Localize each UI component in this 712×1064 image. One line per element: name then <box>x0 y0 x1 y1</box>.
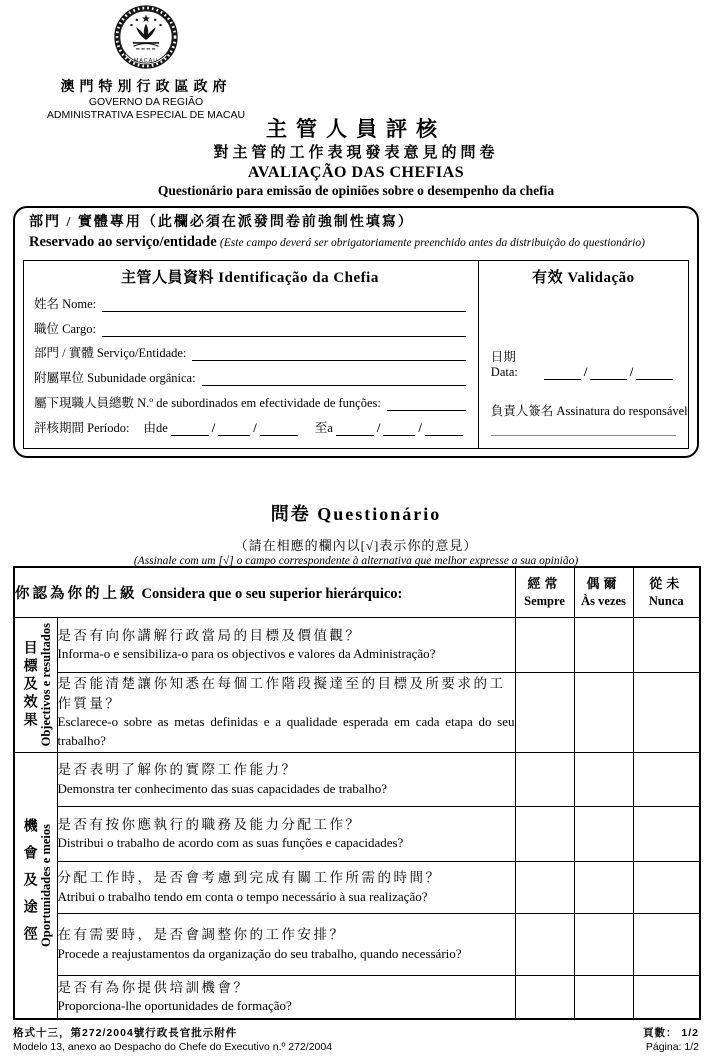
answer-cell[interactable] <box>574 617 633 672</box>
document-title <box>0 116 712 200</box>
question-pt: Esclarece-o sobre as metas definidas e a qualidade esperada em cada etapa do seu trabalho? <box>57 714 515 748</box>
answer-cell[interactable] <box>515 861 574 913</box>
table-header-statement <box>14 567 515 617</box>
answer-cell[interactable] <box>515 752 574 806</box>
validation-date-row <box>491 347 676 380</box>
subunit-input-line[interactable] <box>202 371 466 386</box>
reserved-header-pt <box>29 233 683 253</box>
position-field-row <box>34 319 466 337</box>
answer-cell[interactable] <box>633 861 700 913</box>
name-field-row <box>34 294 466 312</box>
name-input-line[interactable] <box>102 297 466 312</box>
position-input-line[interactable] <box>102 322 466 337</box>
column-header-as-vezes <box>574 567 633 617</box>
option-zh: 經常 <box>527 575 562 591</box>
svg-text:MACAU: MACAU <box>134 58 158 65</box>
option-pt: Nunca <box>648 593 684 608</box>
question-cell <box>57 617 515 672</box>
answer-cell[interactable] <box>515 913 574 975</box>
period-from-label: 由de <box>143 420 168 435</box>
option-zh: 偶爾 <box>586 575 621 591</box>
table-header-pt: Considera que o seu superior hierárquico: <box>141 585 403 602</box>
question-zh: 是否有為你提供培訓機會？ <box>57 979 250 995</box>
identification-section <box>24 261 478 448</box>
questionnaire-note-zh: （請在相應的欄內以[√]表示你的意見） <box>234 538 478 553</box>
gov-name-zh: 澳門特別行政區政府 <box>60 78 232 94</box>
column-header-sempre <box>515 567 574 617</box>
service-field-row <box>34 343 466 361</box>
service-input-line[interactable] <box>192 346 465 361</box>
answer-cell[interactable] <box>633 752 700 806</box>
answer-cell[interactable] <box>633 617 700 672</box>
questionnaire-table <box>13 566 701 1020</box>
footer-pages-pt: Página: 1/2 <box>645 1041 699 1054</box>
table-header-row <box>14 567 700 617</box>
gov-name-pt-line1: GOVERNO DA REGIÃO <box>88 96 204 108</box>
period-from-month-line[interactable] <box>218 423 250 436</box>
question-zh: 是否有按你應執行的職務及能力分配工作？ <box>57 816 362 832</box>
answer-cell[interactable] <box>574 975 633 1019</box>
question-cell <box>57 806 515 861</box>
gov-name-pt-line2: ADMINISTRATIVA ESPECIAL DE MACAU <box>46 109 246 122</box>
question-pt: Procede a reajustamentos da organização do seu trabalho, quando necessário? <box>57 945 462 961</box>
question-zh: 是否能清楚讓你知悉在每個工作階段擬達至的目標及所要求的工作質量？ <box>57 676 506 711</box>
group-label-opportunities <box>14 752 57 1019</box>
footer-pages-zh: 頁數： 1/2 <box>642 1027 699 1039</box>
question-pt: Informa-o e sensibiliza-o para os objectivos e valores da Administração? <box>57 646 436 662</box>
period-to-month-line[interactable] <box>383 423 415 436</box>
answer-cell[interactable] <box>574 672 633 752</box>
answer-cell[interactable] <box>574 861 633 913</box>
slash-separator: / <box>629 365 634 379</box>
answer-cell[interactable] <box>574 806 633 861</box>
question-row <box>14 672 700 752</box>
reserved-inner-table <box>23 260 689 449</box>
answer-cell[interactable] <box>515 617 574 672</box>
reserved-section-box <box>13 206 699 458</box>
subunit-field-row <box>34 368 466 386</box>
period-to-label: 至a <box>314 420 333 435</box>
answer-cell[interactable] <box>633 975 700 1019</box>
option-pt: Às vezes <box>581 593 626 608</box>
subordinates-field-row <box>34 393 466 411</box>
question-zh: 在有需要時，是否會調整你的工作安排？ <box>57 927 346 943</box>
column-header-nunca <box>633 567 700 617</box>
position-label: 職位 Cargo: <box>34 321 96 336</box>
date-month-line[interactable] <box>590 367 627 380</box>
answer-cell[interactable] <box>633 913 700 975</box>
slash-separator: / <box>253 420 257 435</box>
question-zh: 是否有向你講解行政當局的目標及價值觀？ <box>57 627 362 643</box>
period-from-day-line[interactable] <box>171 423 209 436</box>
title-zh-main: 主管人員評核 <box>266 117 446 141</box>
footer-model-reference <box>13 1026 332 1054</box>
question-pt: Proporciona-lhe oportunidades de formação? <box>57 998 292 1014</box>
question-cell <box>57 913 515 975</box>
title-zh-sub: 對主管的工作表現發表意見的問卷 <box>213 145 499 162</box>
question-cell <box>57 861 515 913</box>
slash-separator: / <box>376 420 381 435</box>
question-row <box>14 913 700 975</box>
footer-page-number <box>643 1026 699 1054</box>
title-pt-main: AVALIAÇÃO DAS CHEFIAS <box>247 164 465 181</box>
signature-label: 負責人簽名 Assinatura do responsável <box>490 404 688 418</box>
date-year-line[interactable] <box>636 367 673 380</box>
validation-section <box>478 261 688 448</box>
slash-separator: / <box>211 420 216 435</box>
question-pt: Atribui o trabalho tendo em conta o tempo necessário à sua realização? <box>57 888 428 904</box>
question-pt: Distribui o trabalho de acordo com as suas funções e capacidades? <box>57 835 404 851</box>
subordinates-input-line[interactable] <box>387 396 466 411</box>
answer-cell[interactable] <box>515 806 574 861</box>
answer-cell[interactable] <box>515 672 574 752</box>
question-row <box>14 806 700 861</box>
subunit-label: 附屬單位 Subunidade orgânica: <box>34 371 196 386</box>
table-header-zh: 你認為你的上級 <box>15 585 138 602</box>
question-zh: 是否表明了解你的實際工作能力？ <box>57 762 298 778</box>
group-label-zh: 機會及途徑 <box>21 817 37 953</box>
group-label-zh: 目標及效果 <box>21 639 37 730</box>
period-from-year-line[interactable] <box>260 423 298 436</box>
slash-separator: / <box>583 365 588 379</box>
name-label: 姓名 Nome: <box>34 296 97 311</box>
answer-cell[interactable] <box>515 975 574 1019</box>
option-pt: Sempre <box>524 593 565 608</box>
question-row <box>14 752 700 806</box>
question-zh: 分配工作時，是否會考慮到完成有關工作所需的時間？ <box>57 870 442 886</box>
answer-cell[interactable] <box>633 806 700 861</box>
questionnaire-heading <box>0 500 712 567</box>
reserved-header-zh: 部門 / 實體專用（此欄必須在派發問卷前強制性填寫） <box>29 215 414 230</box>
date-day-line[interactable] <box>544 367 581 380</box>
question-cell <box>57 975 515 1019</box>
question-cell <box>57 752 515 806</box>
group-label-pt: Oportunidades e meios <box>38 823 53 947</box>
answer-cell[interactable] <box>633 672 700 752</box>
reserved-header-pt-italic: (Este campo deverá ser obrigatoriamente preenchido antes da distribuição do questionário) <box>219 236 645 249</box>
signature-line[interactable] <box>491 435 676 436</box>
question-row <box>14 617 700 672</box>
questionnaire-note-pt: (Assinale com um [√] o campo correspondente à alternativa que melhor expresse a sua opinião) <box>133 555 579 567</box>
option-zh: 從未 <box>649 575 684 591</box>
reserved-header <box>15 208 697 252</box>
subordinates-label: 屬下現職人員總數 N.º de subordinados em efectividade de funções: <box>34 396 381 411</box>
group-label-objectives <box>14 617 57 752</box>
footer-model-pt: Modelo 13, anexo ao Despacho do Chefe do Executivo n.º 272/2004 <box>13 1041 333 1054</box>
macau-government-emblem-icon <box>113 4 179 75</box>
question-row <box>14 975 700 1019</box>
footer-model-zh: 格式十三，第272/2004號行政長官批示附件 <box>13 1027 238 1039</box>
reserved-header-pt-bold: Reservado ao serviço/entidade <box>29 233 217 250</box>
period-field-row <box>34 418 466 436</box>
validation-title: 有效 Validação <box>532 270 635 286</box>
group-label-pt: Objectivos e resultados <box>38 622 53 747</box>
period-label: 評核期間 Período: <box>34 420 130 435</box>
questionnaire-title: 問卷 Questionário <box>270 504 442 524</box>
service-label: 部門 / 實體 Serviço/Entidade: <box>34 346 187 361</box>
question-pt: Demonstra ter conhecimento das suas capacidades de trabalho? <box>57 780 388 796</box>
answer-cell[interactable] <box>574 913 633 975</box>
slash-separator: / <box>418 420 422 435</box>
date-label: 日期 Data: <box>490 350 518 379</box>
page-footer <box>13 1026 699 1054</box>
answer-cell[interactable] <box>574 752 633 806</box>
question-row <box>14 861 700 913</box>
title-pt-sub: Questionário para emissão de opiniões sobre o desempenho da chefia <box>157 183 555 198</box>
question-cell <box>57 672 515 752</box>
gov-header <box>0 4 292 122</box>
period-to-day-line[interactable] <box>336 423 374 436</box>
identification-title: 主管人員資料 Identificação da Chefia <box>120 270 379 286</box>
period-to-year-line[interactable] <box>425 423 463 436</box>
